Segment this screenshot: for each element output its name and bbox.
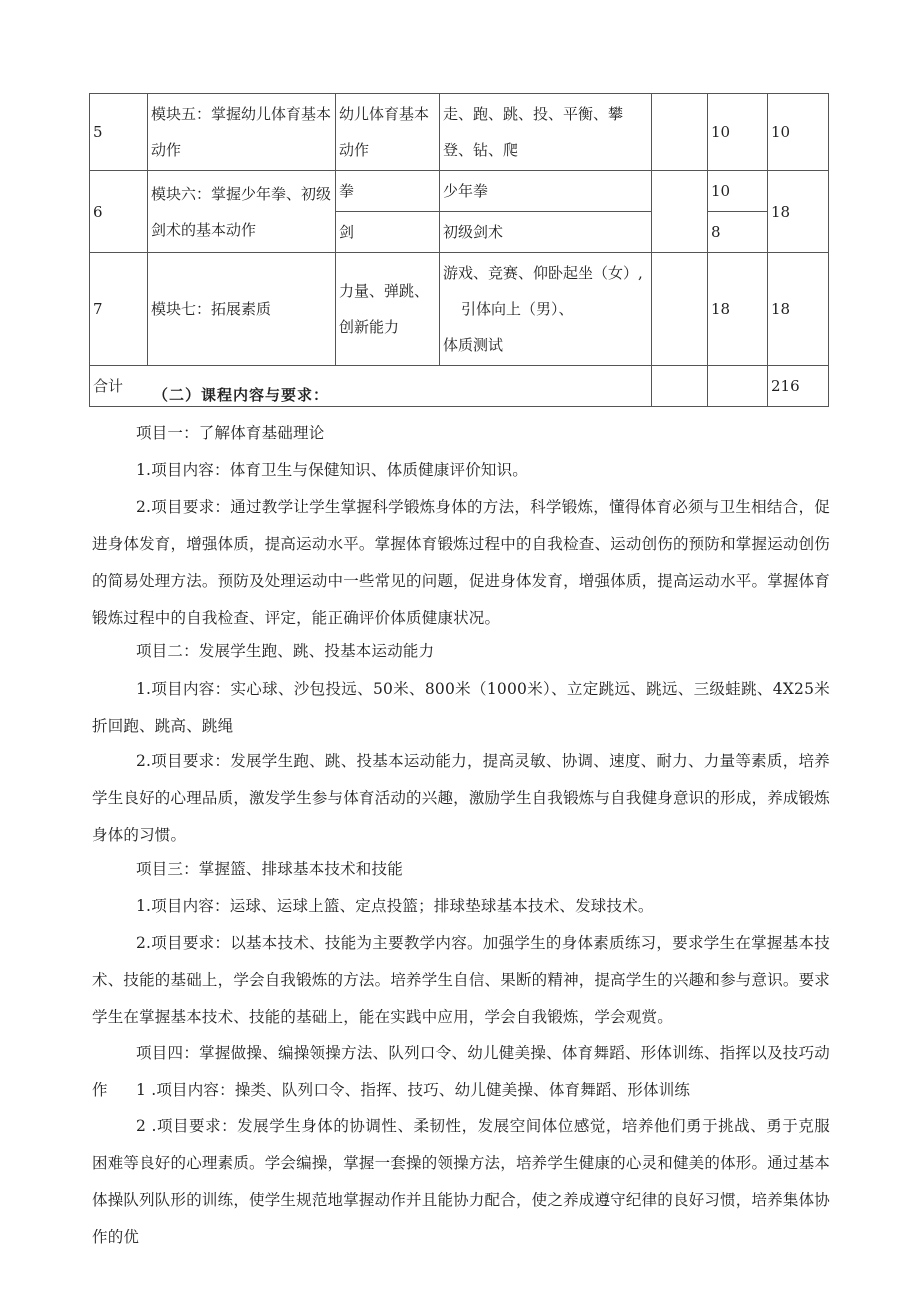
project-requirement: 2.项目要求：以基本技术、技能为主要教学内容。加强学生的身体素质练习，要求学生在掌握基本技术、技能的基础上，学会自我锻炼的方法。培养学生自信、果断的精神，提高学生的兴趣和参与意识。要求学生在掌握基本技术、技能的基础上，能在实践中应用，学会自我锻炼，学会观赏。 <box>92 934 830 1026</box>
module-total-hours: 10 <box>768 94 829 171</box>
module-hours: 10 <box>708 94 768 171</box>
grand-total: 216 <box>768 366 829 407</box>
row-number: 6 <box>90 171 148 253</box>
project-content: 1 .项目内容：操类、队列口令、指挥、技巧、幼儿健美操、体育舞蹈、形体训练 <box>136 1081 691 1099</box>
module-name: 模块六：掌握少年拳、初级剑术的基本动作 <box>148 171 336 253</box>
content-line: 引体向上（男）、 <box>461 300 574 318</box>
content-line: 体质测试 <box>443 336 504 354</box>
empty-cell <box>708 366 768 407</box>
project-requirement: 2.项目要求：发展学生跑、跳、投基本运动能力，提高灵敏、协调、速度、耐力、力量等素质，培养学生良好的心理品质，激发学生参与体育活动的兴趣，激励学生自我锻炼与自我健身意识的形成，养成锻炼身体的习惯。 <box>92 752 830 844</box>
module-content: 初级剑术 <box>440 212 652 253</box>
module-category: 剑 <box>336 212 440 253</box>
row-number: 5 <box>90 94 148 171</box>
module-category: 幼儿体育基本动作 <box>336 94 440 171</box>
module-hours: 10 <box>708 171 768 212</box>
row-number: 7 <box>90 253 148 366</box>
section-title: （二）课程内容与要求： <box>153 386 330 404</box>
total-label: 合计 <box>90 366 652 407</box>
module-content <box>440 253 652 366</box>
module-hours: 8 <box>708 212 768 253</box>
project-requirement: 2.项目要求：通过教学让学生掌握科学锻炼身体的方法，科学锻炼，懂得体育必须与卫生相结合，促进身体发育，增强体质，提高运动水平。掌握体育锻炼过程中的自我检查、运动创伤的预防和掌握运动创伤的简易处理方法。预防及处理运动中一些常见的问题，促进身体发育，增强体质，提高运动水平。掌握体育锻炼过程中的自我检查、评定，能正确评价体质健康状况。 <box>92 498 830 627</box>
project-heading: 项目四：掌握做操、编操领操方法、队列口令、幼儿健美操、体育舞蹈、形体训练、指挥以及技巧动作 <box>92 1044 830 1099</box>
project-content: 1.项目内容：运球、运球上篮、定点投篮；排球垫球基本技术、发球技术。 <box>136 897 654 915</box>
empty-cell <box>652 171 708 253</box>
project-requirement: 2 .项目要求：发展学生身体的协调性、柔韧性，发展空间体位感觉，培养他们勇于挑战、勇于克服困难等良好的心理素质。学会编操，掌握一套操的领操方法，培养学生健康的心灵和健美的体形。通过基本体操队列队形的训练，使学生规范地掌握动作并且能协力配合，使之养成遵守纪律的良好习惯，培养集体协作的优 <box>92 1117 830 1246</box>
content-line: 游戏、竞赛、仰卧起坐（女）, <box>443 264 643 282</box>
module-content: 少年拳 <box>440 171 652 212</box>
empty-cell <box>652 366 708 407</box>
module-category: 力量、弹跳、创新能力 <box>336 253 440 366</box>
project-content: 1.项目内容：体育卫生与保健知识、体质健康评价知识。 <box>136 461 528 479</box>
module-name: 模块七：拓展素质 <box>148 253 336 366</box>
project-heading: 项目一：了解体育基础理论 <box>136 424 325 442</box>
module-category: 拳 <box>336 171 440 212</box>
module-name: 模块五：掌握幼儿体育基本动作 <box>148 94 336 171</box>
empty-cell <box>652 94 708 171</box>
project-heading: 项目三：掌握篮、排球基本技术和技能 <box>136 860 403 878</box>
module-content: 走、跑、跳、投、平衡、攀登、钻、爬 <box>440 94 652 171</box>
course-module-table <box>89 93 829 407</box>
table-row <box>90 94 829 171</box>
table-row <box>90 253 829 366</box>
empty-cell <box>652 253 708 366</box>
module-total-hours: 18 <box>768 253 829 366</box>
table-row <box>90 171 829 212</box>
module-total-hours: 18 <box>768 171 829 253</box>
module-hours: 18 <box>708 253 768 366</box>
project-heading: 项目二：发展学生跑、跳、投基本运动能力 <box>136 642 435 660</box>
project-content: 1.项目内容：实心球、沙包投远、50米、800米（1000米）、立定跳远、跳远、三级蛙跳、4X25米折回跑、跳高、跳绳 <box>92 680 830 735</box>
